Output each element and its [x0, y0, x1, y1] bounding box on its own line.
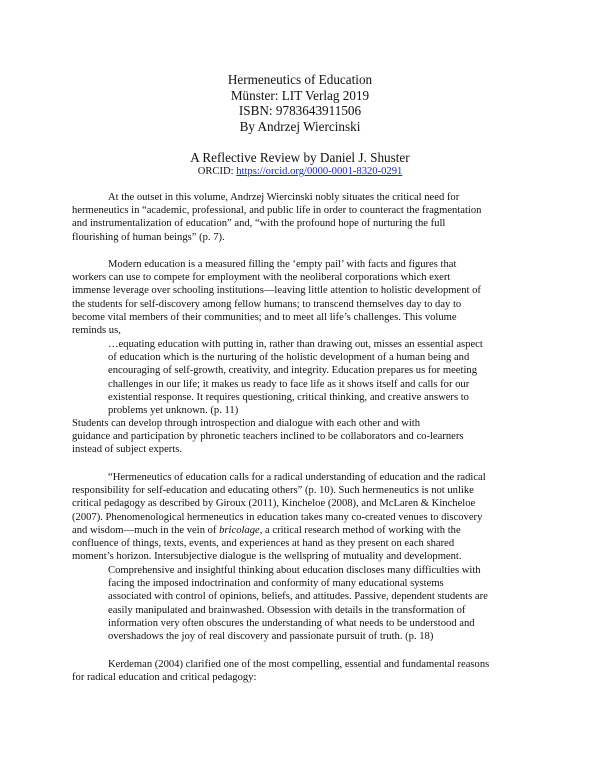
quote-line: facing the imposed indoctrination and conformity of many educational systems: [108, 578, 444, 590]
orcid-link[interactable]: https://orcid.org/0000-0001-8320-0291: [236, 166, 403, 177]
text-line: hermeneutics in “academic, professional, and public life in order to counteract the fragmentation: [72, 205, 482, 217]
publisher-line: Münster: LIT Verlag 2019: [230, 87, 370, 103]
quote-line: of education which is the nurturing of the holistic development of a human being and: [108, 352, 470, 364]
quote-line: existential response. It requires questioning, critical thinking, and creative answers to: [108, 391, 469, 403]
italic-term: bricolage,: [219, 524, 263, 536]
quote-line: encouraging of self-growth, creativity, and integrity. Education prepares us for meeting: [108, 365, 477, 377]
text-line: Modern education is a measured filling the ‘empty pail’ with facts and figures that: [108, 259, 457, 270]
text-line: (2007). Phenomenological hermeneutics in education takes many co-created venues to discovery: [72, 511, 483, 523]
text-line: Kerdeman (2004) clarified one of the most compelling, essential and fundamental reasons: [108, 659, 490, 670]
quote-line: challenges in our life; it makes us ready to face life as it shows itself and calls for our: [108, 378, 470, 390]
paragraph-1: [72, 191, 534, 244]
text-line: for radical education and critical pedagogy:: [72, 672, 257, 684]
quote-line: information very often obscures the understanding of what needs to be understood and: [108, 617, 475, 629]
text-segment: a critical research method of working with the: [262, 524, 461, 536]
text-line: workers can use to compete for employment with the neoliberal corporations which exert: [72, 272, 451, 284]
text-line: [72, 524, 534, 537]
quote-line: …equating education with putting in, rather than drawing out, misses an essential aspect: [108, 339, 483, 350]
book-info-block: [0, 72, 600, 134]
quote-line: Comprehensive and insightful thinking about education discloses many difficulties with: [108, 565, 481, 576]
text-segment: and wisdom—much in the vein of: [72, 524, 220, 536]
author-line: By Andrzej Wiercinski: [239, 118, 361, 134]
quote-line: problems yet unknown. (p. 11): [108, 405, 239, 417]
block-quote-1: [108, 338, 534, 417]
text-line: guidance and participation by phronetic teachers inclined to be collaborators and co-learners: [72, 431, 464, 443]
book-title: Hermeneutics of Education: [227, 72, 373, 87]
block-quote-2: [108, 564, 534, 643]
orcid-label: ORCID:: [197, 166, 237, 177]
quote-line: easily manipulated and brainwashed. Obsession with details in the transformation of: [108, 604, 466, 616]
text-line: reminds us,: [72, 325, 121, 337]
text-line: immense leverage over schooling institutions—leaving little attention to holistic development of: [72, 285, 481, 297]
text-line: moment’s horizon. Intersubjective dialogue is the wellspring of mutuality and development.: [72, 551, 462, 563]
paragraph-3: [72, 417, 534, 457]
review-title: A Reflective Review by Daniel J. Shuster: [190, 150, 410, 165]
text-line: the students for self-discovery among fellow humans; to transcend themselves day to day to: [72, 298, 462, 310]
text-line: “Hermeneutics of education calls for a radical understanding of education and the radical: [108, 472, 486, 483]
isbn-line: ISBN: 9783643911506: [238, 103, 362, 119]
orcid-line: [0, 165, 600, 178]
text-line: responsibility for self-education and educating others” (p. 10). Such hermeneutics is not unlike: [72, 485, 474, 497]
text-line: become vital members of their communities; and to meet all life’s challenges. This volume: [72, 311, 457, 323]
text-line: At the outset in this volume, Andrzej Wiercinski nobly situates the critical need for: [108, 192, 460, 203]
paragraph-2: [72, 258, 534, 337]
text-line: instead of subject experts.: [72, 444, 183, 456]
text-line: Students can develop through introspection and dialogue with each other and with: [72, 418, 421, 429]
quote-line: overshadows the joy of real discovery and passionate pursuit of truth. (p. 18): [108, 631, 434, 643]
paragraph-5: [72, 658, 534, 684]
paragraph-4: [72, 471, 534, 563]
quote-line: associated with control of opinions, beliefs, and attitudes. Passive, dependent students are: [108, 591, 488, 603]
text-line: and instrumentalization of education” and, “with the profound hope of nurturing the full: [72, 218, 446, 230]
text-line: critical pedagogy as described by Giroux (2011), Kincheloe (2008), and McLaren & Kincheloe: [72, 498, 476, 510]
text-line: confluence of things, texts, events, and experiences at hand as they present on each shared: [72, 538, 455, 550]
text-line: flourishing of human beings” (p. 7).: [72, 231, 225, 243]
